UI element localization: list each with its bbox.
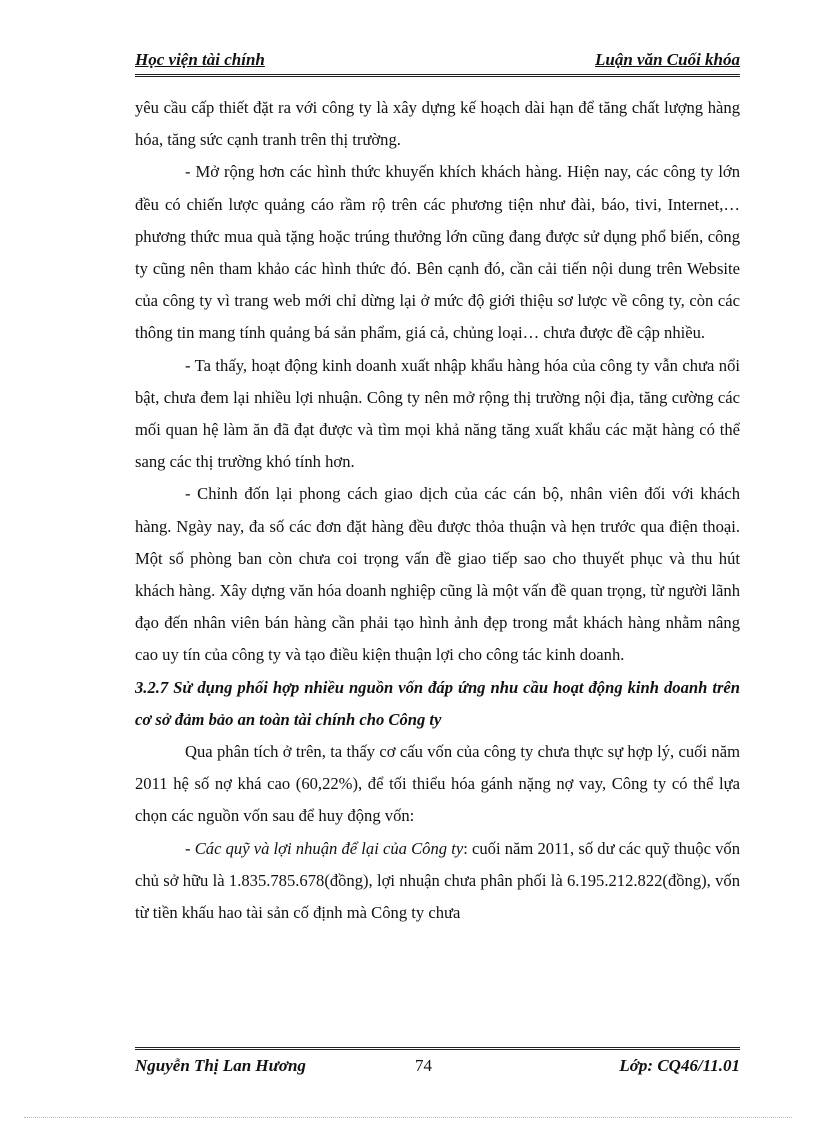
bullet-dash: - [185, 838, 195, 858]
footer-author: Nguyễn Thị Lan Hương [135, 1056, 306, 1075]
page-footer [135, 1056, 740, 1080]
paragraph-retained-funds [135, 833, 740, 930]
header-institution: Học viện tài chính [135, 50, 265, 69]
retained-funds-term: Các quỹ và lợi nhuận để lại của Công ty [194, 838, 464, 858]
page-edge-divider [24, 1117, 792, 1118]
paragraph-capital-structure: Qua phân tích ở trên, ta thấy cơ cấu vốn của công ty chưa thực sự hợp lý, cuối năm 2011 hệ số nợ khá cao (60,22%), để tối thiểu hóa gánh nặng nợ vay, Công ty có thể lựa chọn các nguồn vốn sau để huy động vốn: [135, 742, 740, 826]
footer-rule [135, 1047, 740, 1050]
page-body [135, 92, 740, 929]
page-header [135, 50, 740, 74]
paragraph-staff-conduct: - Chỉnh đốn lại phong cách giao dịch của các cán bộ, nhân viên đối với khách hàng. Ngày nay, đa số các đơn đặt hàng đều được thỏa thuận và hẹn trước qua điện thoại. Một số phòng ban còn chưa coi trọng vấn đề giao tiếp sao cho thuyết phục và thu hút khách hàng. Xây dựng văn hóa doanh nghiệp cũng là một vấn đề quan trọng, từ người lãnh đạo đến nhân viên bán hàng cần phải tạo hình ảnh đẹp trong mắt khách hàng nhằm nâng cao uy tín của công ty và tạo điều kiện thuận lợi cho công tác kinh doanh. [135, 484, 740, 665]
header-rule [135, 74, 740, 77]
header-document-type: Luận văn Cuối khóa [594, 50, 740, 69]
section-heading: 3.2.7 Sử dụng phối hợp nhiều nguồn vốn đáp ứng nhu cầu hoạt động kinh doanh trên cơ sở đảm bảo an toàn tài chính cho Công ty [135, 677, 740, 729]
paragraph-import-export: - Ta thấy, hoạt động kinh doanh xuất nhập khẩu hàng hóa của công ty vẫn chưa nổi bật, chưa đem lại nhiều lợi nhuận. Công ty nên mở rộng thị trường nội địa, tăng cường các mối quan hệ làm ăn đã đạt được và tìm mọi khả năng tăng xuất khẩu các mặt hàng có thể sang các thị trường khó tính hơn. [135, 355, 740, 472]
footer-class: Lớp: CQ46/11.01 [619, 1056, 740, 1075]
paragraph-continuation: yêu cầu cấp thiết đặt ra với công ty là xây dựng kế hoạch dài hạn để tăng chất lượng hàng hóa, tăng sức cạnh tranh trên thị trường. [135, 98, 740, 150]
page-number: 74 [415, 1056, 432, 1075]
paragraph-promotion: - Mở rộng hơn các hình thức khuyến khích khách hàng. Hiện nay, các công ty lớn đều có chiến lược quảng cáo rầm rộ trên các phương tiện như đài, báo, tivi, Internet,… phương thức mua quà tặng hoặc trúng thưởng lớn cũng đang được sử dụng phổ biến, công ty cũng nên tham khảo các hình thức đó. Bên cạnh đó, cần cải tiến nội dung trên Website của công ty vì trang web mới chỉ dừng lại ở mức độ giới thiệu sơ lược về công ty, còn các thông tin mang tính quảng bá sản phẩm, giá cả, chủng loại… chưa được đề cập nhiều. [135, 162, 740, 343]
retained-funds-text: : cuối năm 2011, số dư các quỹ thuộc vốn chủ sở hữu là 1.835.785.678(đồng), lợi nhuận chưa phân phối là 6.195.212.822(đồng), vốn từ tiền khấu hao tài sản cố định mà Công ty chưa [135, 838, 740, 923]
